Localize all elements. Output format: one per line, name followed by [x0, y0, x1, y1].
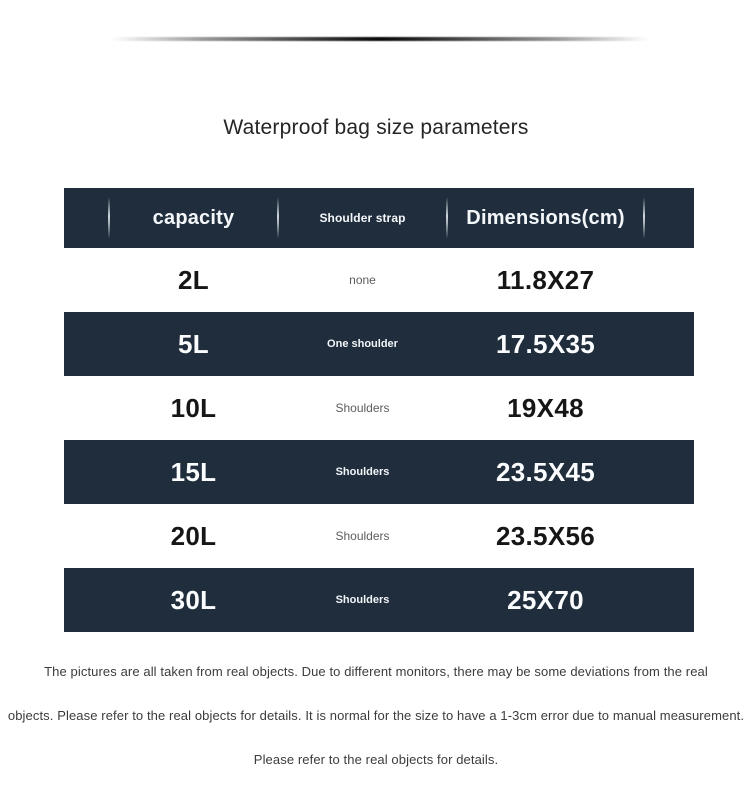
cell-dimensions: 23.5X45 — [496, 456, 595, 487]
cell-shoulder-strap: One shoulder — [327, 337, 398, 350]
header-column-divider — [108, 197, 110, 239]
header-shoulder-strap: Shoulder strap — [319, 211, 406, 225]
disclaimer-line: objects. Please refer to the real objects for details. It is normal for the size to have a 1-3cm error due to manual measurement. — [7, 708, 745, 723]
cell-shoulder-strap: Shoulders — [335, 465, 390, 478]
cell-shoulder-strap: Shoulders — [335, 401, 390, 415]
size-parameters-table — [64, 188, 694, 632]
disclaimer-text — [0, 650, 752, 782]
table-header-row — [64, 188, 694, 248]
cell-dimensions: 23.5X56 — [496, 520, 595, 551]
table-row — [64, 440, 694, 504]
decorative-gradient-divider — [112, 37, 648, 41]
disclaimer-line: Please refer to the real objects for details. — [253, 752, 499, 767]
cell-capacity: 20L — [170, 520, 217, 551]
header-column-divider — [643, 197, 645, 239]
header-dimensions: Dimensions(cm) — [466, 206, 625, 229]
cell-shoulder-strap: none — [349, 273, 376, 287]
cell-dimensions: 19X48 — [507, 392, 584, 423]
cell-capacity: 2L — [178, 264, 209, 295]
cell-capacity: 15L — [170, 456, 217, 487]
cell-dimensions: 11.8X27 — [496, 264, 595, 295]
table-row — [64, 248, 694, 312]
table-row — [64, 568, 694, 632]
cell-dimensions: 25X70 — [507, 584, 584, 615]
cell-capacity: 30L — [170, 584, 217, 615]
cell-dimensions: 17.5X35 — [496, 328, 595, 359]
page-title: Waterproof bag size parameters — [223, 116, 529, 139]
disclaimer-line: The pictures are all taken from real objects. Due to different monitors, there may be some deviations from the real — [44, 664, 708, 679]
table-row — [64, 312, 694, 376]
cell-capacity: 5L — [178, 328, 209, 359]
cell-shoulder-strap: Shoulders — [335, 593, 390, 606]
header-column-divider — [446, 197, 448, 239]
table-row — [64, 504, 694, 568]
cell-shoulder-strap: Shoulders — [335, 529, 390, 543]
cell-capacity: 10L — [170, 392, 217, 423]
header-column-divider — [277, 197, 279, 239]
table-row — [64, 376, 694, 440]
header-capacity: capacity — [152, 206, 235, 229]
